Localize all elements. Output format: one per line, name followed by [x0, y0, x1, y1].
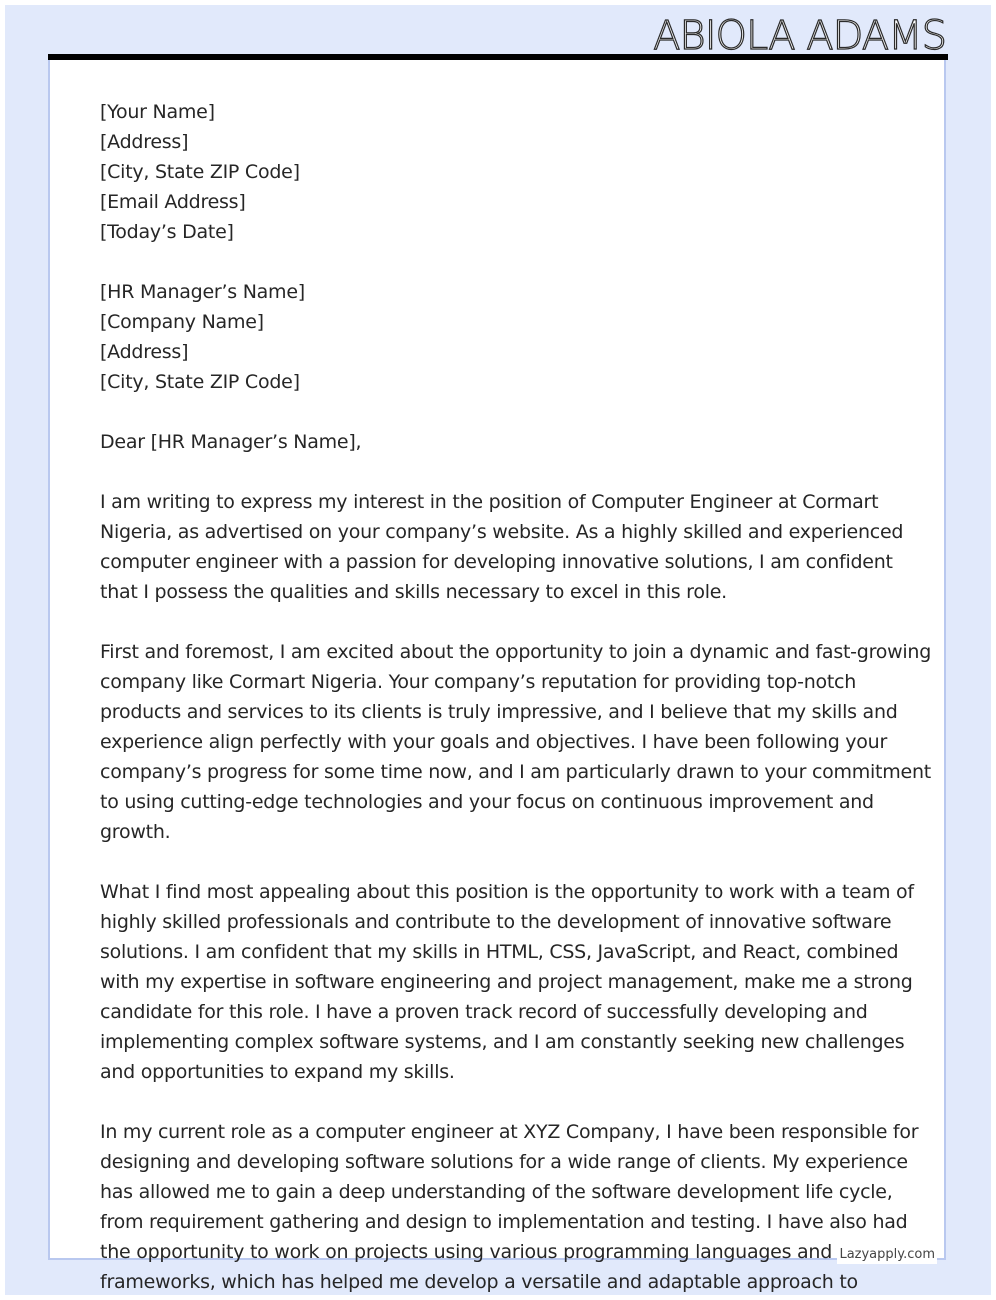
paragraph-line: Nigeria, as advertised on your company’s website. As a highly skilled and experienced	[100, 521, 904, 543]
paragraph-line: candidate for this role. I have a proven track record of successfully developing and	[100, 1001, 868, 1023]
paragraph	[100, 877, 914, 1087]
paragraph-line: from requirement gathering and design to implementation and testing. I have also had	[100, 1211, 908, 1233]
paragraph-line: with my expertise in software engineering and project management, make me a strong	[100, 971, 913, 993]
paragraph-line: designing and developing software solutions for a wide range of clients. My experience	[100, 1151, 908, 1173]
paragraph-line: experience align perfectly with your goals and objectives. I have been following your	[100, 731, 888, 753]
paragraph-line: highly skilled professionals and contribute to the development of innovative software	[100, 911, 892, 933]
paragraph	[100, 487, 904, 607]
paragraph-line: company like Cormart Nigeria. Your company’s reputation for providing top-notch	[100, 671, 857, 693]
sender-line: [Today’s Date]	[100, 221, 234, 243]
paragraph-line: First and foremost, I am excited about the opportunity to join a dynamic and fast-growing	[100, 641, 932, 663]
watermark-link: Lazyapply.com	[839, 1247, 935, 1262]
paragraph-line: the opportunity to work on projects using various programming languages and	[100, 1241, 833, 1263]
recipient-line: [Company Name]	[100, 311, 264, 333]
paragraph	[100, 637, 932, 847]
recipient-line: [City, State ZIP Code]	[100, 371, 300, 393]
paragraph-line: has allowed me to gain a deep understanding of the software development life cycle,	[100, 1181, 893, 1203]
paragraph-line: In my current role as a computer engineer at XYZ Company, I have been responsible for	[100, 1121, 919, 1143]
paragraph-line: I am writing to express my interest in the position of Computer Engineer at Cormart	[100, 491, 879, 513]
paragraph-line: to using cutting-edge technologies and your focus on continuous improvement and	[100, 791, 874, 813]
paragraph-line: products and services to its clients is truly impressive, and I believe that my skills and	[100, 701, 898, 723]
paragraph-line: and opportunities to expand my skills.	[100, 1061, 455, 1083]
paragraph-line: growth.	[100, 821, 171, 843]
salutation: Dear [HR Manager’s Name],	[100, 431, 362, 453]
recipient-line: [HR Manager’s Name]	[100, 281, 305, 303]
sender-block	[100, 97, 900, 247]
paragraph-line: company’s progress for some time now, and I am particularly drawn to your commitment	[100, 761, 931, 783]
sender-line: [City, State ZIP Code]	[100, 161, 300, 183]
sender-line: [Address]	[100, 131, 189, 153]
paragraph-line: What I find most appealing about this position is the opportunity to work with a team of	[100, 881, 914, 903]
paragraph-line: solutions. I am confident that my skills in HTML, CSS, JavaScript, and React, combined	[100, 941, 899, 963]
sender-line: [Your Name]	[100, 101, 215, 123]
sender-line: [Email Address]	[100, 191, 246, 213]
applicant-name-heading: ABIOLA ADAMS	[653, 13, 946, 59]
paragraph-line: computer engineer with a passion for developing innovative solutions, I am confident	[100, 551, 893, 573]
paragraph-line: that I possess the qualities and skills necessary to excel in this role.	[100, 581, 727, 603]
recipient-line: [Address]	[100, 341, 189, 363]
recipient-block	[100, 277, 900, 397]
paragraph-line: implementing complex software systems, and I am constantly seeking new challenges	[100, 1031, 905, 1053]
letter-body	[100, 97, 932, 1297]
paragraph	[100, 1117, 919, 1297]
paragraph-line: frameworks, which has helped me develop a versatile and adaptable approach to	[100, 1271, 858, 1293]
